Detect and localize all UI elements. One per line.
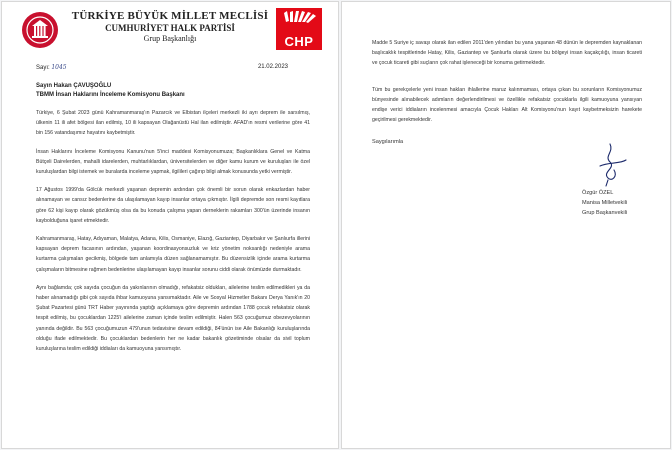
letter-page-2: [342, 2, 670, 448]
paragraph: Tüm bu gerekçelerle yeni insan hakları ihlallerine maruz kalınmaması, ortaya çıkan bu sorunların Komisyonumuz bünyesinde alınabilecek adımların değerlendirilmesi ve özellikle refakatsiz çocuklarla ilgili kamuoyuna yansıyan endişe verici iddiaların incelenmesi amacıyla Çocuk Hakları Alt Komisyonu'nun kayıt kaybetmeksizin harekete geçirilmesi gerekmektedir.: [372, 86, 642, 124]
letter-meta: [16, 62, 324, 76]
paragraph: Kahramanmaraş, Hatay, Adıyaman, Malatya, Adana, Kilis, Osmaniye, Elazığ, Gaziantep, Diyarbakır ve Şanlıurfa illerini kapsayan deprem facasının ardından, yaşanan koordinasyonsuzluk ve kriz yönetim noksanlığı nedeniyle arama kurtarma çalışmaları gecikmiş, bölgede tam anlamıyla düzen sağlanamamıştır. Bu düzensizlik içinde arama kurtarma çalışmaların bitmesine rağmen bedenlerine ulaşılamayan kayıp insanlar sorunu ciddi olarak önümüzde durmaktadır.: [36, 236, 310, 273]
paragraph: Aynı bağlamda; çok sayıda çocuğun da yakınlarının olmadığı, refakatsiz oldukları, ailelerine teslim edilmedikleri ya da haber alınamadığı gibi çok sayıda ihbar kamuoyuna yansımaktadır. Aile ve Sosyal Hizmetler Bakanı Derya Yanık'ın 20 Şubat Pazartesi günü TRT Haber yayınında yaptığı açıklamaya göre depremin ardından 1788 çocuk refakatsiz olarak tespit edilmiş, bu çocuklardan 1225'i ailelerine zaman içinde teslim edilmiştir. Halen 563 çocuğumuz obezevyolarının yanında değildir. Bu 563 çocuğumuzun 479'unun tedavisine devam edildiği, 84'ünün ise Aile Bakanlığı kuruluşlarında olduğu ifade edilmektedir. Bu çocuklardan bedenlerin her ne kadar bakanlık gözetiminde olsalar da sivil toplum kuruluşlarına teslim edildiği iddiaları da kamuoyuna yansımıştır.: [36, 284, 310, 353]
paragraph: 17 Ağustos 1999'da Gölcük merkezli yaşanan depremin ardından çok önemli bir sorun olarak enkazlardan haber alınamayan ve cansız bedenlerine da ulaşılamayan kayıp insanlar ortaya çıkmıştır. İlgili depremde son resmi kayıtlara göre 62 kişi kayıp olarak gözükmüş olsa da bu konuda çalışma yapan derneklerin rakamları 300'ün üzerinde insanın kaybolduğuna işaret etmektedir.: [36, 187, 310, 224]
signature-block: [582, 188, 627, 218]
handwritten-signature: [580, 142, 640, 188]
reference-number: [36, 64, 67, 71]
reference-label: Sayı:: [36, 65, 50, 71]
letterhead-parliament: TÜRKİYE BÜYÜK MİLLET MECLİSİ: [71, 10, 269, 22]
recipient-title: TBMM İnsan Haklarını İnceleme Komisyonu Başkanı: [36, 92, 185, 98]
salutation: Saygılarımla: [372, 139, 404, 146]
letter-date: 21.02.2023: [257, 64, 288, 70]
signatory-title: Manisa Milletvekili: [582, 200, 628, 206]
recipient-name: Sayın Hakan ÇAVUŞOĞLU: [36, 83, 112, 89]
letterhead-party: CUMHURİYET HALK PARTİSİ: [105, 23, 235, 33]
chp-logo: [276, 8, 322, 50]
signatory-name: Özgür ÖZEL: [582, 190, 614, 196]
paragraph: Türkiye, 6 Şubat 2023 günü Kahramanmaraş'ın Pazarcık ve Elbistan ilçeleri merkezli iki ayrı deprem ile sarsılmış, ülkenin 11 ili afet bölgesi ilan edilmiş, 10 ili kapsayan Olağanüstü Hal ilan edilmiştir. AFAD'ın resmi verilerine göre 41 bin 156 vatandaşımız hayatını kaybetmiştir.: [36, 110, 310, 137]
letterhead: [16, 8, 324, 52]
reference-value: 1045: [51, 64, 67, 71]
signatory-role: Grup Başkanvekili: [582, 210, 628, 216]
recipient-block: [36, 82, 324, 100]
chp-logo-text: CHP: [284, 34, 314, 49]
letter-page-1: [2, 2, 338, 448]
letterhead-office: Grup Başkanlığı: [143, 34, 197, 43]
paragraph: Madde 5 Suriye iç savaşı olarak ilan edilen 2011'den yılından bu yana yaşanan 48 dünün le depremden kaynaklanan başlıcaklık tespitlerinde Hatay, Kilis, Gaziantep ve Şanlıurfa olarak üzere bu bölgeyi insan kaçakçılığı, insan ticareti ve çocuk ticareti gibi suçların çok rahat işleneceği bir konuma getirmektedir.: [372, 40, 642, 67]
paragraph: İnsan Haklarını İnceleme Komisyonu Kanunu'nun 5'inci maddesi Komisyonumuza; Başkanlıklara Genel ve Katma Bütçeli Dairelerden, mahalli idarelerden, muhtarlıklardan, üniversitelerden ve diğer kamu kurum ve kuruluşları ile özel kuruluşlardan bilgi istemek ve buralarda inceleme yapmak, ilgilileri çağırıp bilgi almak konusunda yetki vermiştir.: [36, 148, 310, 176]
six-arrows-icon: [280, 11, 318, 31]
